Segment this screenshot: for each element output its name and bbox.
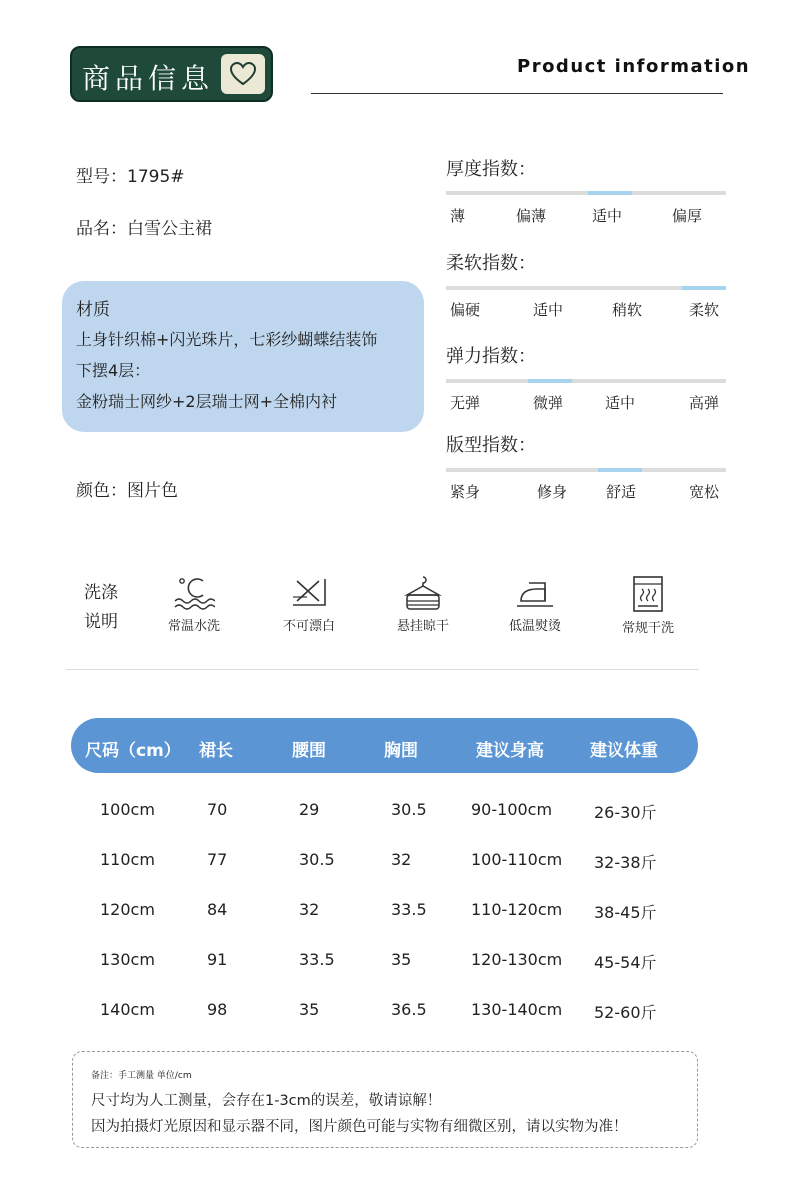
index-title: 柔软指数： [446, 253, 536, 274]
index-label: 高弹 [689, 394, 720, 412]
table-cell: 77 [207, 850, 228, 869]
wash-label: 低温熨烫 [508, 619, 561, 634]
table-cell: 84 [207, 900, 228, 919]
table-cell: 30.5 [391, 800, 427, 819]
index-track [446, 286, 726, 290]
index-label: 微弹 [533, 394, 564, 412]
table-cell: 35 [391, 950, 412, 969]
index-highlight [588, 191, 632, 195]
index-title: 版型指数： [446, 435, 536, 456]
header-underline [311, 93, 723, 94]
washing-title: 洗涤 说明 [84, 583, 118, 632]
note-box [72, 1051, 698, 1148]
index-label: 修身 [537, 483, 568, 501]
product-color: 颜色：图片色 [76, 481, 178, 501]
table-cell: 32-38斤 [594, 853, 657, 872]
column-header: 建议体重 [590, 741, 658, 761]
wash-label: 悬挂晾干 [396, 619, 449, 634]
wash-instruction [378, 575, 468, 634]
index-track [446, 468, 726, 472]
index-track [446, 191, 726, 195]
table-cell: 98 [207, 1000, 228, 1019]
page-title: 商品信息 [82, 62, 215, 95]
column-header: 尺码（cm） [85, 741, 181, 761]
size-table-header [71, 718, 698, 773]
index-label: 偏硬 [450, 301, 481, 319]
wash-icon [173, 575, 215, 611]
model-number: 型号：1795# [76, 167, 185, 187]
wash-label: 不可漂白 [282, 619, 335, 634]
wash-instruction [149, 575, 239, 634]
table-cell: 52-60斤 [594, 1003, 657, 1022]
table-cell: 100cm [100, 800, 155, 819]
wash-instruction [264, 575, 354, 634]
table-cell: 100-110cm [471, 850, 563, 869]
table-cell: 70 [207, 800, 228, 819]
wash-label: 常温水洗 [167, 619, 220, 634]
table-cell: 91 [207, 950, 228, 969]
index-title: 厚度指数： [446, 159, 536, 180]
table-cell: 90-100cm [471, 800, 553, 819]
table-cell: 110cm [100, 850, 155, 869]
material-title: 材质 [76, 300, 110, 320]
table-cell: 120cm [100, 900, 155, 919]
dry-clean-icon [628, 575, 668, 613]
wash-instruction [603, 575, 693, 636]
heart-icon [229, 61, 257, 87]
table-cell: 38-45斤 [594, 903, 657, 922]
column-header: 建议身高 [476, 741, 544, 761]
section-divider [66, 669, 699, 670]
table-cell: 140cm [100, 1000, 155, 1019]
index-label: 稍软 [612, 301, 643, 319]
index-title: 弹力指数： [446, 346, 536, 367]
index-track [446, 379, 726, 383]
index-label: 紧身 [450, 483, 481, 501]
title-badge [70, 46, 273, 102]
index-label: 无弹 [450, 394, 481, 412]
no-bleach-icon [289, 575, 329, 611]
table-cell: 130-140cm [471, 1000, 563, 1019]
table-cell: 110-120cm [471, 900, 563, 919]
heart-icon-box [221, 54, 265, 94]
table-cell: 33.5 [299, 950, 335, 969]
index-label: 适中 [605, 394, 636, 412]
table-cell: 45-54斤 [594, 953, 657, 972]
index-label: 舒适 [606, 483, 637, 501]
table-cell: 30.5 [299, 850, 335, 869]
index-highlight [682, 286, 726, 290]
index-highlight [528, 379, 572, 383]
note-line: 尺寸均为人工测量，会存在1-3cm的误差，敬请谅解！ [91, 1093, 442, 1109]
column-header: 腰围 [292, 741, 326, 761]
hang-dry-icon [403, 575, 443, 611]
wash-instruction [490, 575, 580, 634]
wash-label: 常规干洗 [621, 621, 674, 636]
table-cell: 36.5 [391, 1000, 427, 1019]
material-box [62, 281, 424, 432]
index-label: 偏厚 [672, 207, 703, 225]
table-cell: 26-30斤 [594, 803, 657, 822]
table-cell: 130cm [100, 950, 155, 969]
note-line: 因为拍摄灯光原因和显示器不同，图片颜色可能与实物有细微区别，请以实物为准！ [91, 1119, 628, 1135]
index-label: 薄 [450, 207, 466, 225]
index-label: 偏薄 [516, 207, 547, 225]
note-small: 备注：手工测量 单位/cm [91, 1071, 192, 1081]
index-label: 适中 [592, 207, 623, 225]
table-cell: 32 [299, 900, 320, 919]
table-cell: 29 [299, 800, 320, 819]
material-line: 金粉瑞士网纱+2层瑞士网+全棉内衬 [76, 392, 337, 411]
english-title: Product information [517, 56, 751, 77]
index-label: 宽松 [689, 483, 720, 501]
table-cell: 32 [391, 850, 412, 869]
index-label: 适中 [533, 301, 564, 319]
table-cell: 35 [299, 1000, 320, 1019]
iron-icon [515, 575, 555, 611]
product-name: 品名：白雪公主裙 [76, 219, 212, 239]
material-line: 下摆4层： [76, 361, 151, 380]
table-cell: 33.5 [391, 900, 427, 919]
index-highlight [598, 468, 642, 472]
table-cell: 120-130cm [471, 950, 563, 969]
column-header: 裙长 [199, 741, 233, 761]
index-label: 柔软 [689, 301, 720, 319]
material-line: 上身针织棉+闪光珠片，七彩纱蝴蝶结装饰 [76, 330, 378, 349]
column-header: 胸围 [384, 741, 418, 761]
